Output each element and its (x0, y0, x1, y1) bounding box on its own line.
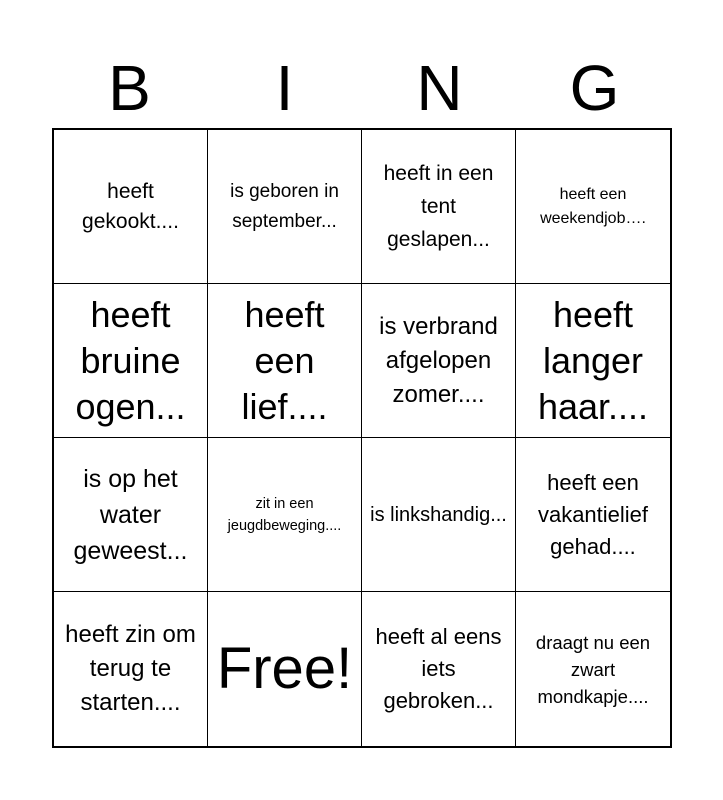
header-letter-g: G (569, 52, 620, 124)
bingo-cell[interactable] (362, 130, 516, 284)
bingo-cell-text: heeft gekookt.... (82, 179, 179, 233)
header-letter-i: I (275, 52, 294, 124)
bingo-cell-text: is op het water geweest... (73, 464, 188, 565)
header-letter-b: B (108, 52, 151, 124)
bingo-cell-text: draagt nu een zwart mondkapje.... (535, 631, 651, 707)
bingo-cell-text: heeft in een tent geslapen... (383, 162, 494, 251)
bingo-cell-text: heeft een weekendjob…. (540, 185, 646, 227)
header-letter-n: N (416, 52, 463, 124)
bingo-cell[interactable] (516, 130, 670, 284)
bingo-cell[interactable] (362, 592, 516, 746)
bingo-cell[interactable] (54, 438, 208, 592)
bingo-cell-text: is linkshandig... (370, 503, 507, 526)
bingo-cell[interactable] (516, 438, 670, 592)
free-cell-text: Free! (216, 636, 353, 701)
bingo-cell-text: heeft al eens iets gebroken... (375, 624, 502, 713)
bingo-cell-text: is verbrand afgelopen zomer.... (379, 312, 498, 408)
bingo-cell[interactable] (362, 438, 516, 592)
bingo-cell[interactable] (362, 284, 516, 438)
bingo-cell-text: zit in een jeugdbeweging.... (227, 495, 342, 534)
bingo-cell-text: heeft een lief.... (241, 293, 328, 427)
bingo-cell[interactable] (54, 130, 208, 284)
bingo-cell-text: heeft zin om terug te starten.... (65, 621, 196, 716)
bingo-cell-text: heeft bruine ogen... (75, 293, 186, 427)
bingo-grid (52, 128, 672, 748)
bingo-cell-text: heeft langer haar.... (537, 293, 649, 427)
bingo-header (52, 52, 672, 124)
bingo-cell-text: is geboren in september... (230, 180, 339, 232)
bingo-cell[interactable] (516, 592, 670, 746)
free-cell[interactable] (208, 592, 362, 746)
bingo-cell[interactable] (208, 284, 362, 438)
bingo-cell-text: heeft een vakantielief gehad.... (537, 469, 649, 559)
bingo-cell[interactable] (54, 592, 208, 746)
bingo-cell[interactable] (208, 438, 362, 592)
bingo-cell[interactable] (516, 284, 670, 438)
bingo-cell[interactable] (54, 284, 208, 438)
bingo-cell[interactable] (208, 130, 362, 284)
